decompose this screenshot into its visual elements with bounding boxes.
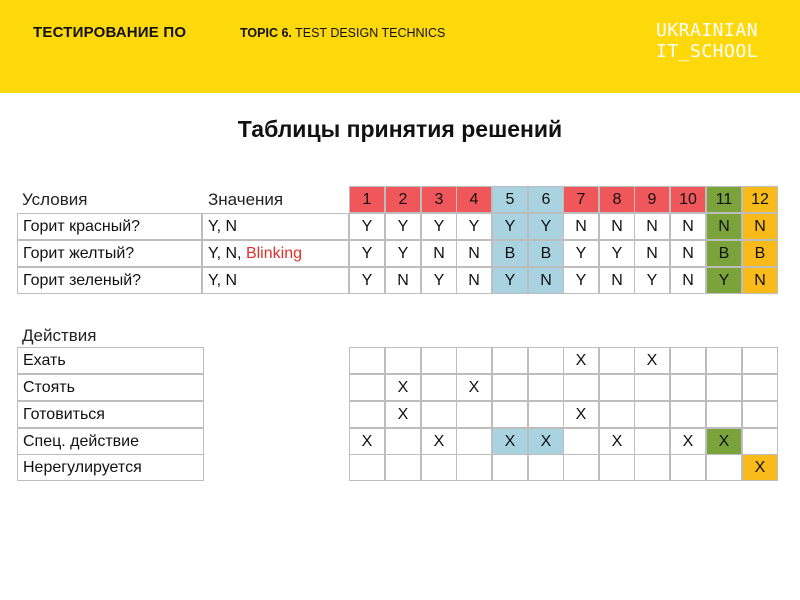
action-cell: X: [563, 401, 599, 428]
condition-values: [202, 213, 349, 240]
condition-cell: Y: [421, 213, 457, 240]
action-cell: [706, 374, 742, 401]
action-cell: [421, 374, 457, 401]
column-number-header: 5: [492, 186, 528, 213]
condition-cell: N: [634, 213, 670, 240]
action-cell: [634, 454, 670, 481]
action-cell: X: [742, 454, 778, 481]
topic-text: TEST DESIGN TECHNICS: [295, 26, 446, 40]
values-extra-text: Blinking: [245, 244, 302, 262]
action-cell: [742, 428, 778, 455]
condition-cell: Y: [456, 213, 492, 240]
action-cell: [528, 454, 564, 481]
action-cell: [528, 401, 564, 428]
condition-cell: N: [599, 213, 635, 240]
condition-cell: Y: [349, 267, 385, 294]
action-cell: [742, 401, 778, 428]
column-number-header: 1: [349, 186, 385, 213]
action-label: Спец. действие: [17, 428, 204, 455]
action-cell: X: [528, 428, 564, 455]
action-cell: [492, 374, 528, 401]
action-cell: [456, 454, 492, 481]
action-cell: [634, 428, 670, 455]
action-cell: [706, 347, 742, 374]
column-number-header: 11: [706, 186, 742, 213]
action-cell: [706, 454, 742, 481]
condition-cell: Y: [421, 267, 457, 294]
action-cell: [670, 374, 706, 401]
action-cell: [528, 374, 564, 401]
column-number-header: 6: [528, 186, 564, 213]
logo-line-1: UKRAINIAN: [656, 20, 759, 41]
values-text: Y, N,: [208, 244, 246, 262]
action-cell: X: [456, 374, 492, 401]
condition-cell: Y: [563, 240, 599, 267]
column-number-header: 12: [742, 186, 778, 213]
action-cell: [670, 401, 706, 428]
action-cell: [492, 347, 528, 374]
action-cell: [670, 347, 706, 374]
condition-label: Горит зеленый?: [17, 267, 202, 294]
action-cell: [421, 401, 457, 428]
action-cell: [599, 374, 635, 401]
action-cell: X: [706, 428, 742, 455]
action-cell: X: [385, 374, 421, 401]
condition-cell: Y: [528, 213, 564, 240]
condition-cell: N: [528, 267, 564, 294]
action-cell: [742, 347, 778, 374]
column-number-header: 4: [456, 186, 492, 213]
action-cell: [385, 454, 421, 481]
condition-cell: Y: [492, 267, 528, 294]
condition-cell: Y: [349, 213, 385, 240]
condition-values: [202, 240, 349, 267]
condition-cell: Y: [634, 267, 670, 294]
action-cell: [456, 428, 492, 455]
action-cell: X: [349, 428, 385, 455]
values-text: Y, N: [208, 217, 238, 235]
action-cell: X: [385, 401, 421, 428]
action-cell: [563, 374, 599, 401]
header-bar: [0, 0, 800, 93]
column-number-header: 3: [421, 186, 457, 213]
action-cell: [349, 374, 385, 401]
condition-cell: N: [670, 213, 706, 240]
condition-label: Горит желтый?: [17, 240, 202, 267]
condition-cell: B: [528, 240, 564, 267]
action-cell: [421, 454, 457, 481]
condition-cell: N: [456, 267, 492, 294]
values-header: Значения: [208, 190, 284, 209]
condition-cell: Y: [385, 240, 421, 267]
logo-line-2: IT_SCHOOL: [656, 41, 759, 62]
condition-cell: B: [706, 240, 742, 267]
condition-cell: N: [742, 213, 778, 240]
condition-cell: N: [634, 240, 670, 267]
condition-cell: Y: [385, 213, 421, 240]
condition-label: Горит красный?: [17, 213, 202, 240]
action-cell: [706, 401, 742, 428]
condition-cell: N: [742, 267, 778, 294]
action-cell: [349, 347, 385, 374]
condition-cell: N: [385, 267, 421, 294]
condition-cell: Y: [706, 267, 742, 294]
action-cell: X: [421, 428, 457, 455]
condition-cell: N: [670, 240, 706, 267]
actions-header: Действия: [22, 326, 97, 345]
column-number-header: 2: [385, 186, 421, 213]
condition-cell: B: [742, 240, 778, 267]
action-cell: X: [599, 428, 635, 455]
action-cell: [670, 454, 706, 481]
condition-cell: N: [599, 267, 635, 294]
action-cell: [563, 454, 599, 481]
action-label: Ехать: [17, 347, 204, 374]
action-cell: X: [634, 347, 670, 374]
condition-cell: Y: [599, 240, 635, 267]
action-cell: [456, 401, 492, 428]
condition-cell: N: [563, 213, 599, 240]
action-cell: [492, 401, 528, 428]
column-number-header: 8: [599, 186, 635, 213]
action-cell: [599, 401, 635, 428]
condition-cell: N: [670, 267, 706, 294]
column-number-header: 9: [634, 186, 670, 213]
condition-cell: Y: [349, 240, 385, 267]
condition-cell: N: [706, 213, 742, 240]
action-cell: X: [492, 428, 528, 455]
action-cell: [492, 454, 528, 481]
conditions-header: Условия: [22, 190, 88, 209]
action-cell: [563, 428, 599, 455]
action-cell: X: [563, 347, 599, 374]
course-title: ТЕСТИРОВАНИЕ ПО: [33, 24, 187, 41]
action-cell: [349, 401, 385, 428]
condition-cell: B: [492, 240, 528, 267]
action-cell: [528, 347, 564, 374]
school-logo: [656, 20, 758, 62]
column-number-header: 10: [670, 186, 706, 213]
action-label: Готовиться: [17, 401, 204, 428]
condition-cell: Y: [563, 267, 599, 294]
column-number-header: 7: [563, 186, 599, 213]
action-cell: [742, 374, 778, 401]
action-cell: [634, 374, 670, 401]
condition-cell: N: [456, 240, 492, 267]
action-cell: [385, 347, 421, 374]
action-cell: X: [670, 428, 706, 455]
condition-cell: Y: [492, 213, 528, 240]
condition-cell: N: [421, 240, 457, 267]
action-cell: [349, 454, 385, 481]
slide-title: Таблицы принятия решений: [237, 116, 563, 142]
action-cell: [634, 401, 670, 428]
condition-values: [202, 267, 349, 294]
action-cell: [599, 454, 635, 481]
action-cell: [385, 428, 421, 455]
topic-number: TOPIC 6.: [240, 26, 292, 40]
topic-title: [240, 26, 445, 40]
values-text: Y, N: [208, 271, 238, 289]
action-cell: [599, 347, 635, 374]
action-label: Нерегулируется: [17, 454, 204, 481]
action-cell: [421, 347, 457, 374]
action-label: Стоять: [17, 374, 204, 401]
action-cell: [456, 347, 492, 374]
